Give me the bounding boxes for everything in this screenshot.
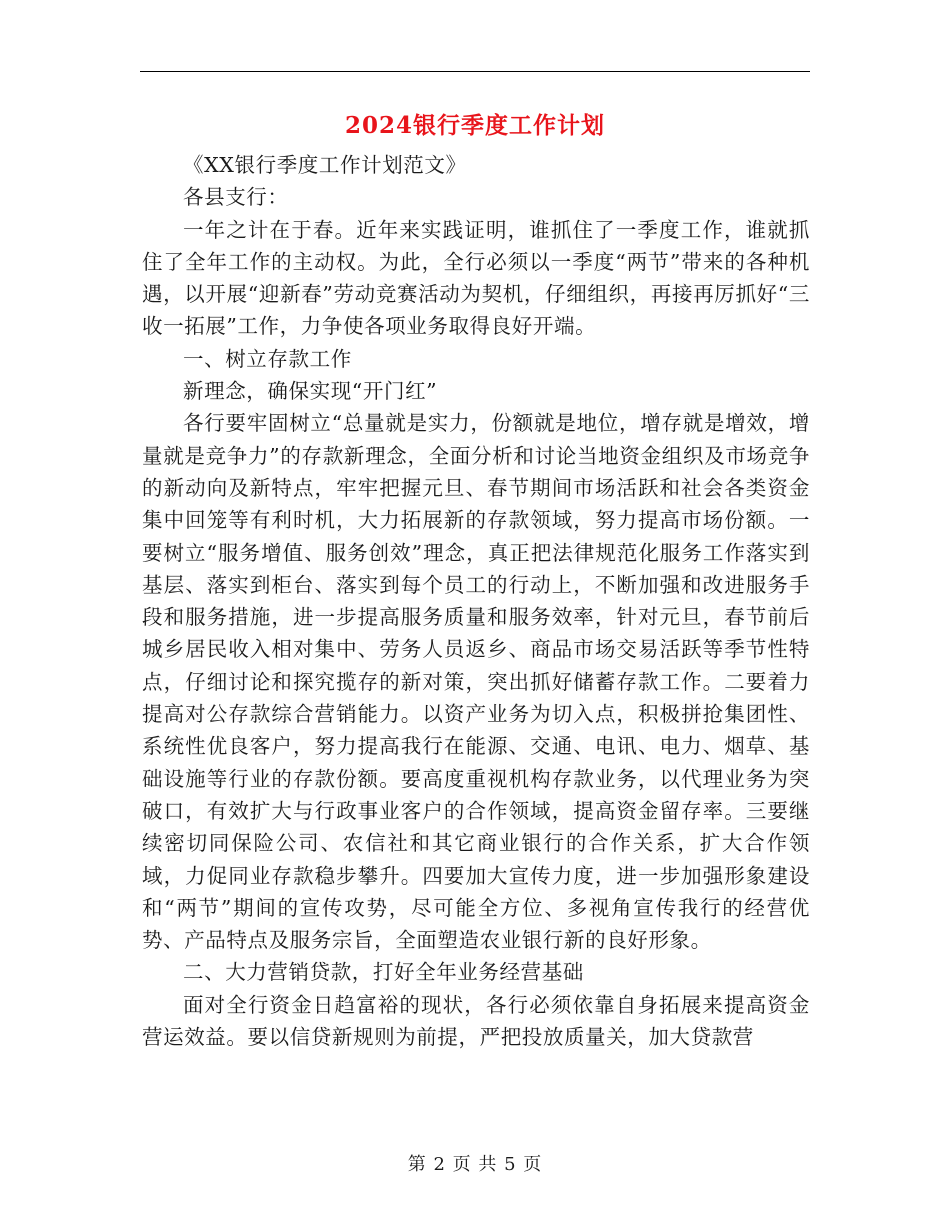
paragraph-intro: 一年之计在于春。近年来实践证明，谁抓住了一季度工作，谁就抓住了全年工作的主动权。为此，全行必须以一季度“两节”带来的各种机遇，以开展“迎新春”劳动竞赛活动为契机，仔细组织，再接再厉抓好“三收一拓展”工作，力争使各项业务取得良好开端。 [142, 217, 810, 339]
document-body [142, 149, 810, 1053]
paragraph-loans: 面对全行资金日趋富裕的现状，各行必须依靠自身拓展来提高资金营运效益。要以信贷新规则为前提，严把投放质量关，加大贷款营 [142, 992, 810, 1050]
section-heading-1: 一、树立存款工作 [183, 346, 352, 371]
paragraph-doc-name: 《XX银行季度工作计划范文》 [183, 153, 467, 177]
document-title: 2024银行季度工作计划 [344, 112, 605, 139]
section-heading-2: 二、大力营销贷款，打好全年业务经营基础 [183, 960, 584, 985]
paragraph-deposits: 各行要牢固树立“总量就是实力，份额就是地位，增存就是增效，增量就是竞争力”的存款新理念，全面分析和讨论当地资金组织及市场竞争的新动向及新特点，牢牢把握元旦、春节期间市场活跃和社会各类资金集中回笼等有利时机，大力拓展新的存款领域，努力提高市场份额。一要树立“服务增值、服务创效”理念，真正把法律规范化服务工作落实到基层、落实到柜台、落实到每个员工的行动上，不断加强和改进服务手段和服务措施，进一步提高服务质量和服务效率，针对元旦，春节前后城乡居民收入相对集中、劳务人员返乡、商品市场交易活跃等季节性特点，仔细讨论和探究揽存的新对策，突出抓好储蓄存款工作。二要着力提高对公存款综合营销能力。以资产业务为切入点，积极拼抢集团性、系统性优良客户，努力提高我行在能源、交通、电讯、电力、烟草、基础设施等行业的存款份额。要高度重视机构存款业务，以代理业务为突破口，有效扩大与行政事业客户的合作领域，提高资金留存率。三要继续密切同保险公司、农信社和其它商业银行的合作关系，扩大合作领域，力促同业存款稳步攀升。四要加大宣传力度，进一步加强形象建设和“两节”期间的宣传攻势，尽可能全方位、多视角宣传我行的经营优势、产品特点及服务宗旨，全面塑造农业银行新的良好形象。 [142, 411, 810, 953]
section-heading-1-continued: 新理念，确保实现“开门红” [183, 379, 438, 404]
page-number-footer: 第 2 页 共 5 页 [407, 1154, 543, 1175]
header-rule [140, 71, 810, 72]
paragraph-salutation: 各县支行： [183, 185, 289, 210]
